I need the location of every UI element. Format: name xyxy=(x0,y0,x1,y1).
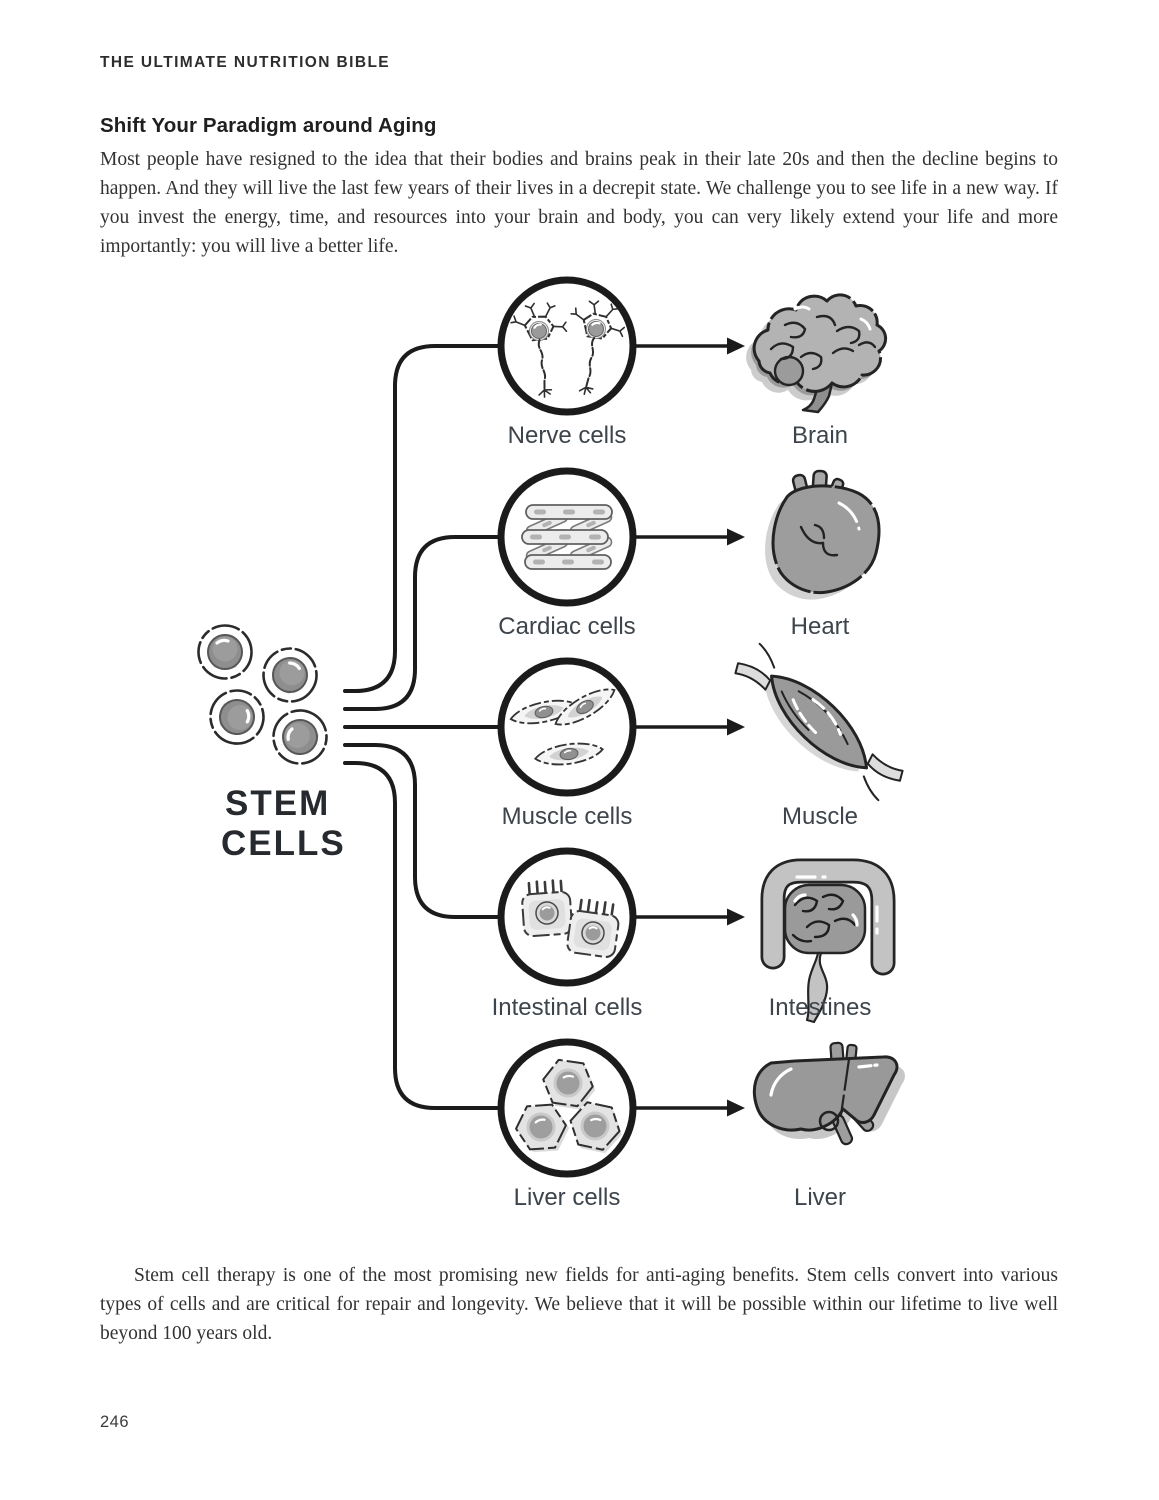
closing-paragraph: Stem cell therapy is one of the most promising new fields for anti-aging benefits. Stem cells convert into various types of cells and are critical for repair and longevity. We believe that it will be possible within our lifetime to live well beyond 100 years old. xyxy=(100,1265,1058,1344)
muscle-icon xyxy=(728,637,907,812)
section-title: Shift Your Paradigm around Aging xyxy=(100,114,437,137)
stem-cells-label-line1: STEM xyxy=(225,784,331,823)
connector-lines xyxy=(345,346,501,1108)
label-liver-cells: Liver cells xyxy=(513,1184,621,1211)
heart-icon xyxy=(765,471,879,600)
arrows xyxy=(635,338,745,1117)
connector-liver xyxy=(345,763,501,1108)
label-muscle-cells: Muscle cells xyxy=(501,803,633,830)
label-heart: Heart xyxy=(790,613,850,640)
stem-cells-cluster-icon xyxy=(199,626,337,774)
brain-icon xyxy=(746,295,885,412)
page-number: 246 xyxy=(100,1413,130,1431)
label-muscle: Muscle xyxy=(781,803,859,830)
stem-cell-diagram xyxy=(95,265,965,1225)
label-liver: Liver xyxy=(793,1184,847,1211)
running-header: THE ULTIMATE NUTRITION BIBLE xyxy=(100,54,391,71)
liver-icon xyxy=(754,1043,905,1146)
label-nerve-cells: Nerve cells xyxy=(507,422,627,449)
label-cardiac-cells: Cardiac cells xyxy=(498,613,636,640)
cardiac-cells-icon xyxy=(522,505,613,569)
label-intestinal-cells: Intestinal cells xyxy=(491,994,643,1021)
label-intestines: Intestines xyxy=(768,994,872,1021)
connector-intestinal xyxy=(345,745,501,917)
cell-circles xyxy=(501,280,633,1174)
label-brain: Brain xyxy=(791,422,849,449)
stem-cells-label-line2: CELLS xyxy=(221,824,346,863)
connector-cardiac xyxy=(345,537,501,709)
intro-paragraph: Most people have resigned to the idea that their bodies and brains peak in their late 20s and then the decline begins to happen. And they will live the last few years of their lives in a decrepit state. We challenge you to see life in a new way. If you invest the energy, time, and resources into your brain and body, you can very likely extend your life and more importantly: you will live a better life. xyxy=(100,149,1058,257)
connector-nerve xyxy=(345,346,501,691)
